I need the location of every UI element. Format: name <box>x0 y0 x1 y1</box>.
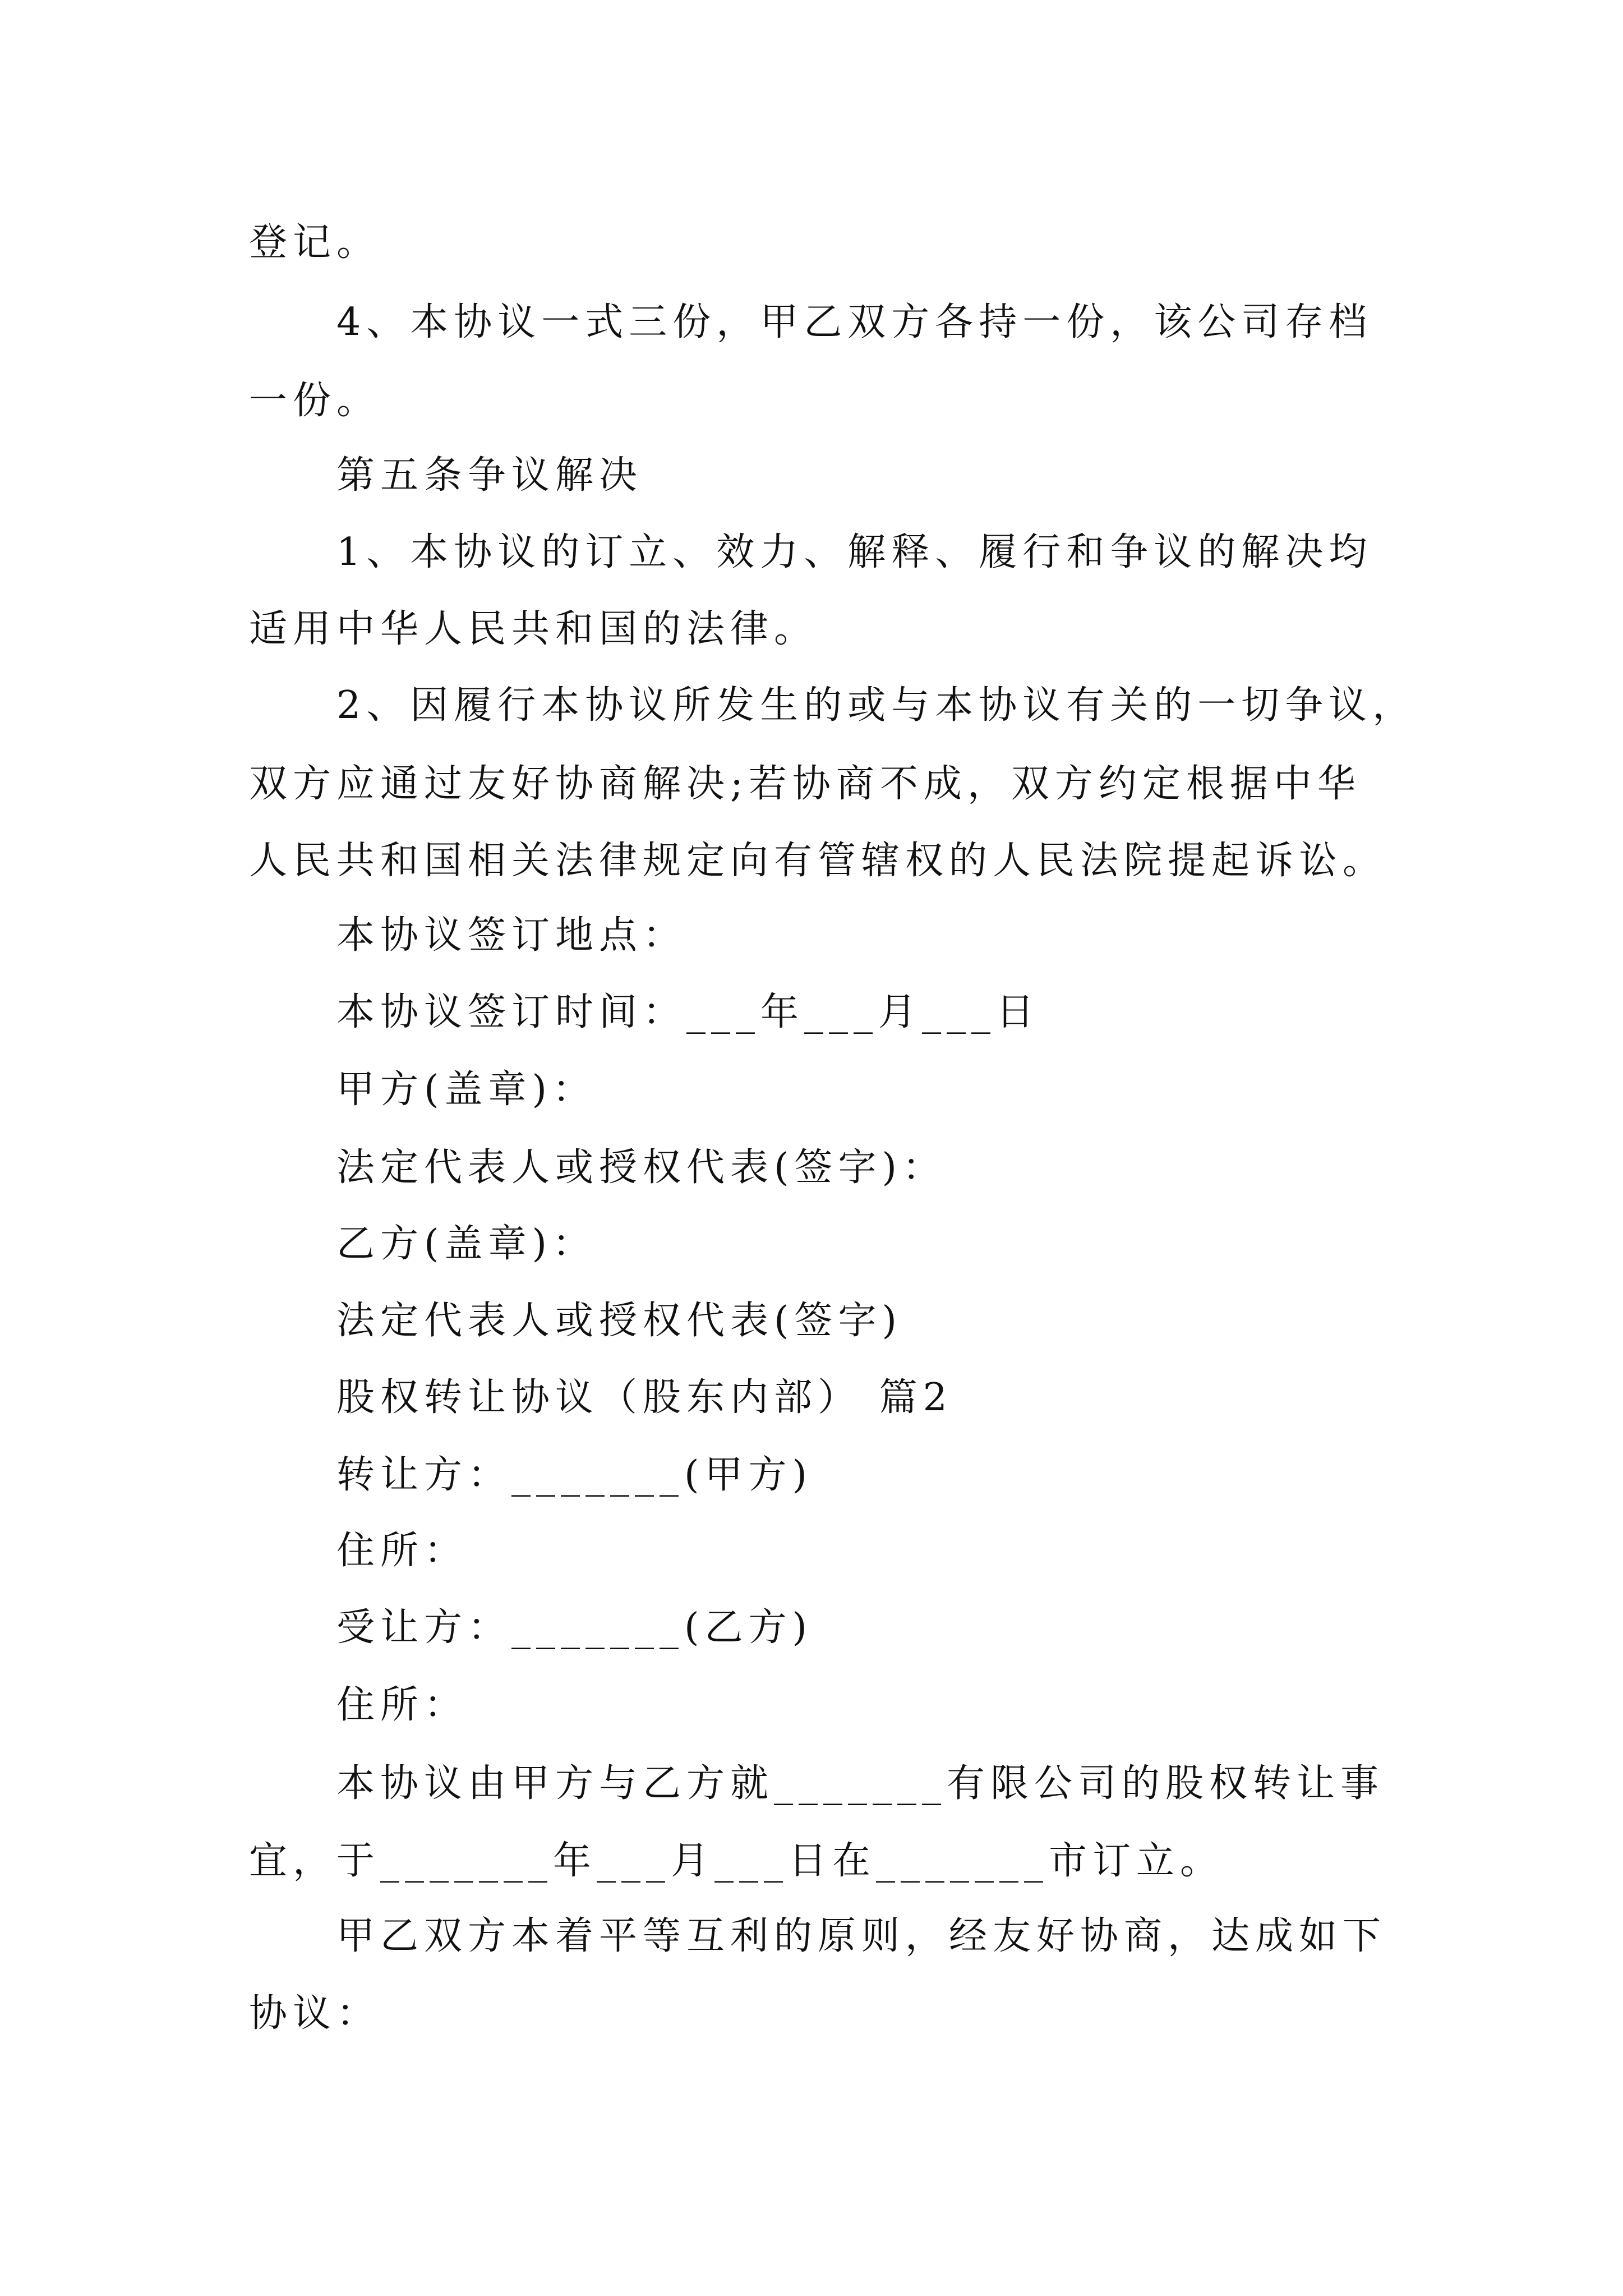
text-line: 人民共和国相关法律规定向有管辖权的人民法院提起诉讼。 <box>249 839 1387 883</box>
text-line: 协议： <box>249 1991 381 2036</box>
text-line: 乙方(盖章)： <box>336 1222 597 1266</box>
section-heading: 第五条争议解决 <box>336 453 643 498</box>
text-line: 一份。 <box>249 379 381 423</box>
text-line: 甲方(盖章)： <box>336 1068 597 1112</box>
document-title: 股权转让协议（股东内部） 篇2 <box>336 1375 953 1420</box>
text-line: 适用中华人民共和国的法律。 <box>249 607 818 651</box>
text-line: 受让方：_______(乙方) <box>336 1605 813 1650</box>
text-line: 4、本协议一式三份，甲乙双方各持一份，该公司存档 <box>336 300 1373 344</box>
text-line: 宜，于_______年___月___日在_______市订立。 <box>249 1839 1224 1883</box>
text-line: 双方应通过友好协商解决;若协商不成，双方约定根据中华 <box>249 762 1361 806</box>
text-line: 住所： <box>336 1529 468 1573</box>
text-line: 本协议由甲方与乙方就_______有限公司的股权转让事 <box>336 1761 1385 1806</box>
text-line: 法定代表人或授权代表(签字)： <box>336 1145 947 1190</box>
text-line: 甲乙双方本着平等互利的原则，经友好协商，达成如下 <box>336 1914 1387 1958</box>
text-line: 1、本协议的订立、效力、解释、履行和争议的解决均 <box>336 530 1373 574</box>
text-line: 2、因履行本协议所发生的或与本协议有关的一切争议， <box>336 683 1417 728</box>
text-line: 转让方：_______(甲方) <box>336 1453 813 1497</box>
text-line: 本协议签订时间：___年___月___日 <box>336 990 1040 1034</box>
text-line: 本协议签订地点： <box>336 913 687 958</box>
text-line: 登记。 <box>249 220 381 265</box>
text-line: 法定代表人或授权代表(签字) <box>336 1299 903 1343</box>
text-line: 住所： <box>336 1683 468 1727</box>
